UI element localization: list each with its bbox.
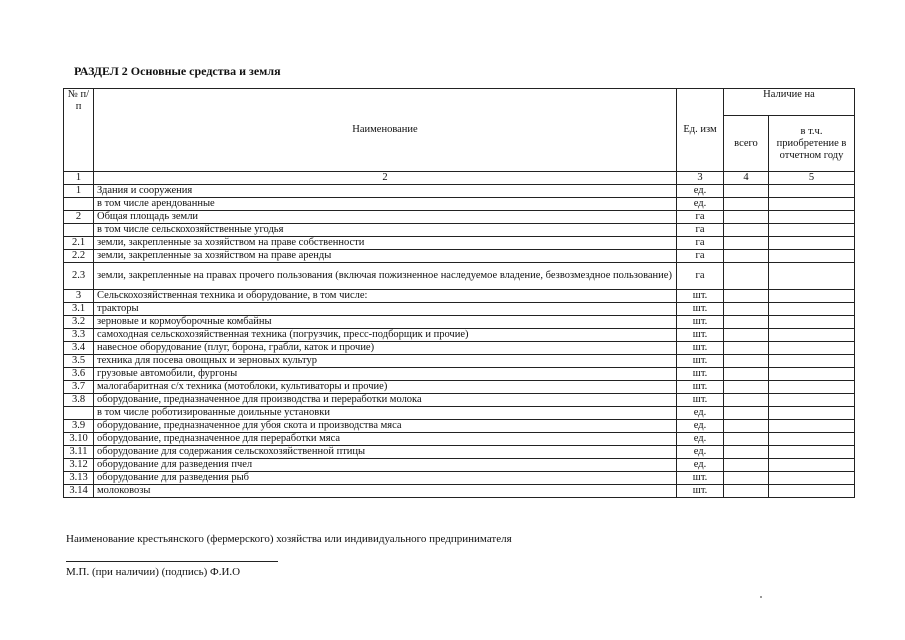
row-total-cell[interactable] xyxy=(724,459,769,472)
row-num: 3.10 xyxy=(64,433,94,446)
row-unit: шт. xyxy=(677,368,724,381)
table-row xyxy=(64,290,855,303)
signature-line xyxy=(66,561,278,562)
row-acquired-cell[interactable] xyxy=(769,420,855,433)
row-name: в том числе сельскохозяйственные угодья xyxy=(94,224,677,237)
column-number: 2 xyxy=(94,172,677,185)
row-acquired-cell[interactable] xyxy=(769,290,855,303)
row-unit: шт. xyxy=(677,303,724,316)
row-name: навесное оборудование (плуг, борона, грабли, каток и прочие) xyxy=(94,342,677,355)
table-row xyxy=(64,433,855,446)
row-total-cell[interactable] xyxy=(724,420,769,433)
row-unit: га xyxy=(677,211,724,224)
row-num: 3.14 xyxy=(64,485,94,498)
row-total-cell[interactable] xyxy=(724,329,769,342)
row-acquired-cell[interactable] xyxy=(769,394,855,407)
row-name: оборудование, предназначенное для переработки мяса xyxy=(94,433,677,446)
row-unit: шт. xyxy=(677,381,724,394)
row-name: зерновые и кормоуборочные комбайны xyxy=(94,316,677,329)
row-num: 2 xyxy=(64,211,94,224)
header-acquired: в т.ч. приобретение в отчетном году xyxy=(769,116,855,172)
row-total-cell[interactable] xyxy=(724,250,769,263)
row-total-cell[interactable] xyxy=(724,368,769,381)
row-name: в том числе роботизированные доильные установки xyxy=(94,407,677,420)
table-row xyxy=(64,394,855,407)
row-name: малогабаритная с/х техника (мотоблоки, культиваторы и прочие) xyxy=(94,381,677,394)
row-num: 3.6 xyxy=(64,368,94,381)
row-unit: шт. xyxy=(677,394,724,407)
row-num: 3.3 xyxy=(64,329,94,342)
row-acquired-cell[interactable] xyxy=(769,342,855,355)
table-row xyxy=(64,420,855,433)
row-num: 3.1 xyxy=(64,303,94,316)
table-row xyxy=(64,303,855,316)
row-acquired-cell[interactable] xyxy=(769,485,855,498)
row-acquired-cell[interactable] xyxy=(769,433,855,446)
row-num: 1 xyxy=(64,185,94,198)
row-num: 2.1 xyxy=(64,237,94,250)
row-total-cell[interactable] xyxy=(724,433,769,446)
table-row xyxy=(64,224,855,237)
row-unit: шт. xyxy=(677,329,724,342)
table-row xyxy=(64,250,855,263)
header-availability: Наличие на xyxy=(724,89,855,116)
row-name: самоходная сельскохозяйственная техника (погрузчик, пресс-подборщик и прочие) xyxy=(94,329,677,342)
assets-table xyxy=(63,88,855,498)
row-unit: га xyxy=(677,237,724,250)
row-unit: ед. xyxy=(677,420,724,433)
scan-speck xyxy=(760,596,762,598)
row-name: в том числе арендованные xyxy=(94,198,677,211)
row-unit: ед. xyxy=(677,433,724,446)
table-row xyxy=(64,355,855,368)
row-total-cell[interactable] xyxy=(724,198,769,211)
row-total-cell[interactable] xyxy=(724,381,769,394)
row-name: тракторы xyxy=(94,303,677,316)
row-name: земли, закрепленные на правах прочего пользования (включая пожизненное наследуемое владение, безвозмездное пользование) xyxy=(94,263,677,290)
row-acquired-cell[interactable] xyxy=(769,381,855,394)
column-number: 4 xyxy=(724,172,769,185)
row-acquired-cell[interactable] xyxy=(769,224,855,237)
row-num: 2.2 xyxy=(64,250,94,263)
row-num: 3.13 xyxy=(64,472,94,485)
header-unit: Ед. изм xyxy=(677,89,724,172)
row-num xyxy=(64,198,94,211)
row-unit: ед. xyxy=(677,446,724,459)
row-total-cell[interactable] xyxy=(724,185,769,198)
row-num: 3.4 xyxy=(64,342,94,355)
row-name: оборудование для разведения пчел xyxy=(94,459,677,472)
row-unit: шт. xyxy=(677,472,724,485)
row-unit: ед. xyxy=(677,459,724,472)
row-num: 3.12 xyxy=(64,459,94,472)
row-num: 3.5 xyxy=(64,355,94,368)
row-name: Сельскохозяйственная техника и оборудование, в том числе: xyxy=(94,290,677,303)
row-total-cell[interactable] xyxy=(724,485,769,498)
table-row xyxy=(64,185,855,198)
signature-label: М.П. (при наличии) (подпись) Ф.И.О xyxy=(66,566,241,578)
table-row xyxy=(64,368,855,381)
row-unit: ед. xyxy=(677,185,724,198)
header-name: Наименование xyxy=(94,89,677,172)
row-unit: шт. xyxy=(677,485,724,498)
row-num: 2.3 xyxy=(64,263,94,290)
row-total-cell[interactable] xyxy=(724,290,769,303)
row-name: оборудование для разведения рыб xyxy=(94,472,677,485)
row-num xyxy=(64,407,94,420)
row-total-cell[interactable] xyxy=(724,407,769,420)
row-acquired-cell[interactable] xyxy=(769,407,855,420)
row-acquired-cell[interactable] xyxy=(769,316,855,329)
row-acquired-cell[interactable] xyxy=(769,459,855,472)
section-title: РАЗДЕЛ 2 Основные средства и земля xyxy=(74,64,281,78)
row-name: грузовые автомобили, фургоны xyxy=(94,368,677,381)
header-num: № п/п xyxy=(64,89,94,172)
row-acquired-cell[interactable] xyxy=(769,303,855,316)
row-unit: ед. xyxy=(677,198,724,211)
row-total-cell[interactable] xyxy=(724,224,769,237)
row-acquired-cell[interactable] xyxy=(769,198,855,211)
row-acquired-cell[interactable] xyxy=(769,355,855,368)
row-name: техника для посева овощных и зерновых культур xyxy=(94,355,677,368)
table-row xyxy=(64,329,855,342)
row-unit: ед. xyxy=(677,407,724,420)
row-unit: га xyxy=(677,250,724,263)
row-total-cell[interactable] xyxy=(724,316,769,329)
column-numbers-row xyxy=(64,172,855,185)
table-row xyxy=(64,459,855,472)
row-acquired-cell[interactable] xyxy=(769,329,855,342)
row-name: земли, закрепленные за хозяйством на праве собственности xyxy=(94,237,677,250)
row-name: Здания и сооружения xyxy=(94,185,677,198)
table-row xyxy=(64,263,855,290)
row-total-cell[interactable] xyxy=(724,263,769,290)
row-name: молоковозы xyxy=(94,485,677,498)
row-num: 3.9 xyxy=(64,420,94,433)
table-row xyxy=(64,342,855,355)
row-acquired-cell[interactable] xyxy=(769,263,855,290)
table-row xyxy=(64,211,855,224)
org-name-label: Наименование крестьянского (фермерского) хозяйства или индивидуального предпринимателя xyxy=(66,533,512,545)
row-unit: га xyxy=(677,263,724,290)
row-unit: га xyxy=(677,224,724,237)
row-unit: шт. xyxy=(677,342,724,355)
row-acquired-cell[interactable] xyxy=(769,237,855,250)
row-unit: шт. xyxy=(677,290,724,303)
row-acquired-cell[interactable] xyxy=(769,185,855,198)
table-row xyxy=(64,472,855,485)
row-total-cell[interactable] xyxy=(724,394,769,407)
row-num: 3.8 xyxy=(64,394,94,407)
table-row xyxy=(64,485,855,498)
table-row xyxy=(64,407,855,420)
row-acquired-cell[interactable] xyxy=(769,446,855,459)
header-total: всего xyxy=(724,116,769,172)
row-unit: шт. xyxy=(677,355,724,368)
column-number: 1 xyxy=(64,172,94,185)
row-unit: шт. xyxy=(677,316,724,329)
table-row xyxy=(64,198,855,211)
row-num: 3.7 xyxy=(64,381,94,394)
row-num: 3 xyxy=(64,290,94,303)
row-num: 3.11 xyxy=(64,446,94,459)
row-total-cell[interactable] xyxy=(724,237,769,250)
row-acquired-cell[interactable] xyxy=(769,472,855,485)
row-acquired-cell[interactable] xyxy=(769,368,855,381)
row-name: оборудование, предназначенное для производства и переработки молока xyxy=(94,394,677,407)
table-row xyxy=(64,446,855,459)
table-row xyxy=(64,316,855,329)
row-total-cell[interactable] xyxy=(724,355,769,368)
row-num xyxy=(64,224,94,237)
row-acquired-cell[interactable] xyxy=(769,211,855,224)
column-number: 3 xyxy=(677,172,724,185)
row-acquired-cell[interactable] xyxy=(769,250,855,263)
row-total-cell[interactable] xyxy=(724,472,769,485)
table-row xyxy=(64,381,855,394)
row-name: оборудование для содержания сельскохозяйственной птицы xyxy=(94,446,677,459)
row-num: 3.2 xyxy=(64,316,94,329)
row-total-cell[interactable] xyxy=(724,303,769,316)
row-total-cell[interactable] xyxy=(724,342,769,355)
column-number: 5 xyxy=(769,172,855,185)
row-name: земли, закрепленные за хозяйством на праве аренды xyxy=(94,250,677,263)
row-name: оборудование, предназначенное для убоя скота и производства мяса xyxy=(94,420,677,433)
row-name: Общая площадь земли xyxy=(94,211,677,224)
table-row xyxy=(64,237,855,250)
row-total-cell[interactable] xyxy=(724,211,769,224)
row-total-cell[interactable] xyxy=(724,446,769,459)
